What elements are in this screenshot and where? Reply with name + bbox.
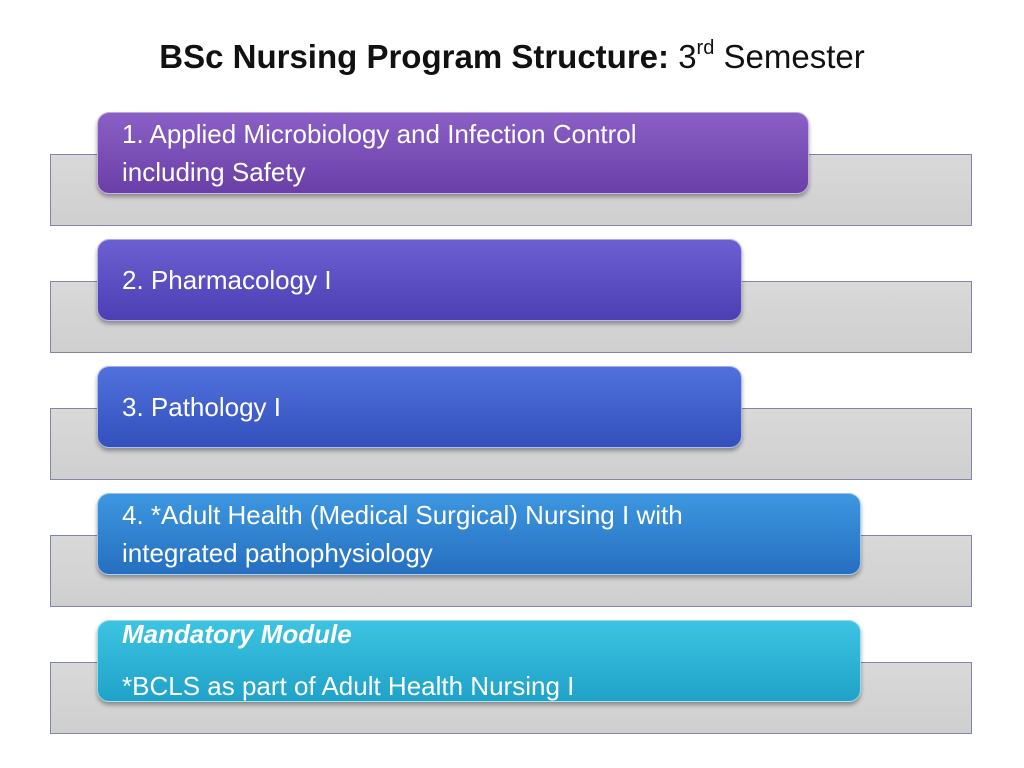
course-4-line-1: 4. *Adult Health (Medical Surgical) Nursing I with bbox=[122, 500, 683, 530]
title-bold: BSc Nursing Program Structure: bbox=[159, 38, 670, 75]
course-5-line-1: *BCLS as part of Adult Health Nursing I bbox=[122, 671, 575, 701]
course-box-3 bbox=[97, 366, 742, 448]
course-row-4 bbox=[0, 493, 1024, 623]
course-1-line-1: 1. Applied Microbiology and Infection Control bbox=[122, 119, 637, 149]
course-row-2 bbox=[0, 239, 1024, 369]
course-3-line-1: 3. Pathology I bbox=[122, 392, 281, 422]
course-1-line-2: including Safety bbox=[122, 157, 306, 187]
course-row-3 bbox=[0, 366, 1024, 496]
course-box-5 bbox=[97, 620, 861, 702]
title-semester-word: Semester bbox=[723, 38, 865, 75]
course-box-4 bbox=[97, 493, 861, 575]
course-2-line-1: 2. Pharmacology I bbox=[122, 265, 332, 295]
mandatory-module-heading: Mandatory Module bbox=[122, 619, 352, 649]
course-4-line-2: integrated pathophysiology bbox=[122, 538, 433, 568]
page-title bbox=[0, 38, 1024, 76]
title-ordinal-suffix: rd bbox=[696, 37, 715, 59]
course-box-2 bbox=[97, 239, 742, 321]
title-semester-number: 3 bbox=[678, 38, 697, 75]
course-row-1 bbox=[0, 112, 1024, 242]
course-box-1 bbox=[97, 112, 809, 194]
course-row-5 bbox=[0, 620, 1024, 750]
